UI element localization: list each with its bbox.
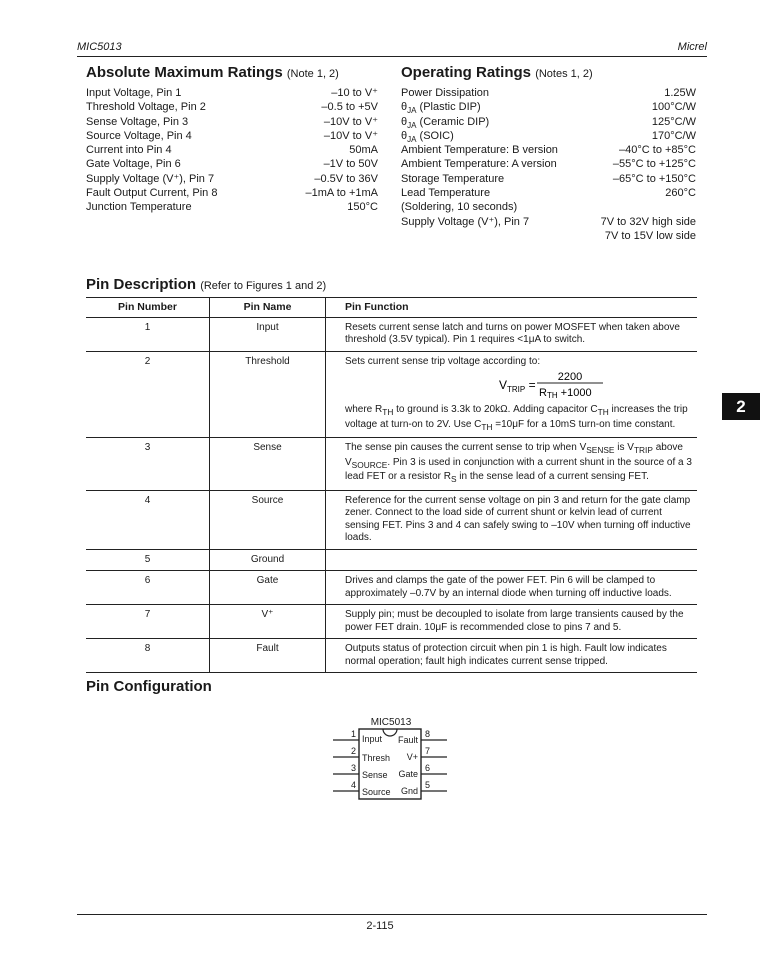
- trip-voltage-formula: [345, 370, 695, 400]
- rating-row: [401, 215, 696, 229]
- formula-numerator: 2200: [557, 371, 583, 383]
- pin-number: 3: [86, 438, 210, 491]
- pin-name: Ground: [210, 549, 326, 571]
- header-rule: [77, 56, 707, 57]
- pin-description-note: (Refer to Figures 1 and 2): [200, 280, 327, 292]
- pin-number-label: 2: [350, 746, 356, 756]
- pin-name-label: Input: [362, 734, 383, 744]
- pin-name-label: Thresh: [362, 753, 391, 763]
- rating-value: 1.25W: [664, 87, 696, 99]
- pin-description-title-text: Pin Description: [86, 276, 197, 293]
- header-part-number: MIC5013: [77, 41, 122, 53]
- rating-value: 170°C/W: [651, 129, 696, 142]
- rating-row: [401, 143, 696, 157]
- rating-value: 7V to 15V low side: [604, 229, 696, 242]
- rating-row: [401, 200, 696, 214]
- pin-name-label: V+: [406, 752, 418, 762]
- rating-row: [401, 86, 696, 100]
- rating-value: –40°C to +85°C: [619, 144, 696, 157]
- pin-function: The sense pin causes the current sense to trip when $V_{SENSE}$ is $V_{TRIP}$ above $V_{SOURCE}$. Pin 3 is used in conjunction with a current shunt in the source of a 3 lead FET or a resistor $R_S$ in the sense lead of a current sensing FET.: [326, 438, 698, 491]
- col-header-pin-name: Pin Name: [210, 298, 326, 318]
- table-row: [86, 639, 697, 673]
- rating-label: Current into Pin 4: [86, 144, 172, 157]
- pin-number-label: 3: [350, 763, 356, 773]
- rating-row: [86, 143, 378, 157]
- formula-denominator: RTH +1000: [539, 387, 592, 400]
- operating-note: (Notes 1, 2): [535, 68, 593, 80]
- pin-number-label: 7: [425, 746, 431, 756]
- pin-name-label: Gnd: [400, 786, 418, 796]
- rating-row: [401, 172, 696, 186]
- table-header-row: [86, 298, 697, 318]
- absolute-max-list: [86, 86, 378, 215]
- absolute-max-note: (Note 1, 2): [286, 68, 339, 80]
- rating-value: –10 to V⁺: [331, 87, 378, 99]
- rating-value: 7V to 32V high side: [600, 215, 696, 228]
- pin-name: Threshold: [210, 351, 326, 438]
- pin-function: [326, 549, 698, 571]
- rating-label: Supply Voltage (V⁺), Pin 7: [401, 215, 530, 228]
- pin-function-text: Sets current sense trip voltage according to:: [345, 355, 541, 367]
- pin-config-title: Pin Configuration: [86, 678, 212, 695]
- rating-value: –1V to 50V: [323, 158, 378, 171]
- rating-row: [86, 172, 378, 186]
- pin-number-label: 6: [425, 763, 431, 773]
- operating-title-text: Operating Ratings: [401, 64, 532, 81]
- rating-label: (Soldering, 10 seconds): [401, 201, 518, 214]
- pin-number-label: 8: [425, 729, 431, 739]
- rating-label: $\theta_{JA}$ (Plastic DIP): [401, 101, 481, 116]
- rating-label: Junction Temperature: [86, 201, 192, 214]
- rating-row: [86, 86, 378, 100]
- formula-lhs: $V_{TRIP}$ =: [499, 378, 536, 394]
- absolute-max-title-text: Absolute Maximum Ratings: [86, 64, 283, 81]
- pin-function: Supply pin; must be decoupled to isolate from large transients caused by the power FET drain. 10μF is recommended close to pins 7 and 5.: [326, 605, 698, 639]
- rating-label: Supply Voltage (V⁺), Pin 7: [86, 172, 215, 185]
- rating-value: –10V to V⁺: [323, 115, 378, 128]
- pin2-extra-text: where $R_{TH}$ to ground is 3.3k to 20kΩ. Adding capacitor $C_{TH}$ increases the trip voltage at turn-on to 2V. Use $C_{TH} =10\mu F$ for a 10mS turn-on time constant.: [345, 404, 688, 432]
- page-number: 2-115: [366, 920, 394, 932]
- pin-name: Fault: [210, 639, 326, 673]
- footer-rule: [77, 914, 707, 915]
- pin-description-table: [86, 297, 697, 673]
- pin-name: Sense: [210, 438, 326, 491]
- rating-row: [401, 229, 696, 243]
- rating-value: –55°C to +125°C: [612, 158, 696, 171]
- table-row: [86, 549, 697, 571]
- rating-value: 150°C: [347, 201, 378, 214]
- pin-name: Gate: [210, 571, 326, 605]
- pin-name-label: Source: [362, 787, 391, 797]
- chip-name: MIC5013: [370, 717, 412, 728]
- pin-number: 7: [86, 605, 210, 639]
- pin-number: 6: [86, 571, 210, 605]
- pin-function: Drives and clamps the gate of the power FET. Pin 6 will be clamped to approximately –0.7V by an internal diode when turning off inductive loads.: [326, 571, 698, 605]
- rating-row: [86, 186, 378, 200]
- pin-function: Reference for the current sense voltage on pin 3 and return for the gate clamp zener. Connect to the load side of current shunt or kelvin lead of current sensing FET. Pins 3 and 4 can safely swing to –10V when turning off inductive loads.: [326, 490, 698, 549]
- rating-row: [401, 115, 696, 129]
- rating-value: –1mA to +1mA: [305, 187, 378, 200]
- rating-label: $\theta_{JA}$ (SOIC): [401, 129, 454, 145]
- rating-label: Power Dissipation: [401, 87, 490, 99]
- pin-name-label: Gate: [398, 769, 418, 779]
- col-header-pin-number: Pin Number: [86, 298, 210, 318]
- rating-row: [86, 200, 378, 214]
- pin-number: 2: [86, 351, 210, 438]
- rating-label: Lead Temperature: [401, 187, 491, 200]
- pin-name: Source: [210, 490, 326, 549]
- pin-function: Resets current sense latch and turns on power MOSFET when taken above threshold (3.5V typical). Pin 1 requires <1μA to switch.: [326, 317, 698, 351]
- rating-row: [86, 129, 378, 143]
- rating-value: –65°C to +150°C: [612, 172, 696, 185]
- rating-row: [401, 100, 696, 114]
- rating-label: $\theta_{JA}$ (Ceramic DIP): [401, 115, 490, 130]
- pin-number-label: 1: [350, 729, 356, 739]
- pin-number-label: 5: [425, 780, 431, 790]
- header-company: Micrel: [677, 41, 707, 53]
- rating-label: Ambient Temperature: B version: [401, 144, 558, 157]
- rating-row: [401, 186, 696, 200]
- table-row: [86, 605, 697, 639]
- operating-list: [401, 86, 696, 243]
- pin-number: 8: [86, 639, 210, 673]
- rating-row: [401, 129, 696, 143]
- pin-description-title: [86, 276, 326, 293]
- formula-svg: [495, 370, 695, 400]
- rating-value: –10V to V⁺: [323, 129, 378, 142]
- pin-name-label: Fault: [397, 735, 418, 745]
- table-row: [86, 317, 697, 351]
- rating-label: Storage Temperature: [401, 172, 505, 185]
- pin-number: 5: [86, 549, 210, 571]
- pin-name: Input: [210, 317, 326, 351]
- rating-value: –0.5V to 36V: [314, 172, 378, 185]
- absolute-max-title: [86, 64, 339, 81]
- table-row: [86, 351, 697, 438]
- rating-label: Fault Output Current, Pin 8: [86, 187, 218, 200]
- pin-name: V⁺: [210, 605, 326, 639]
- pin-number: 4: [86, 490, 210, 549]
- rating-value: 50mA: [349, 144, 378, 157]
- pin-name-label: Sense: [362, 770, 388, 780]
- rating-label: Input Voltage, Pin 1: [86, 87, 182, 99]
- rating-row: [401, 157, 696, 171]
- pin-number-label: 4: [350, 780, 356, 790]
- pin-function: [326, 351, 698, 438]
- rating-value: 260°C: [665, 187, 696, 200]
- col-header-pin-function: Pin Function: [326, 298, 698, 318]
- rating-value: –0.5 to +5V: [321, 101, 378, 114]
- pin-config-diagram: [330, 712, 450, 804]
- rating-label: Gate Voltage, Pin 6: [86, 158, 181, 171]
- rating-label: Threshold Voltage, Pin 2: [86, 101, 206, 114]
- pin-function: Outputs status of protection circuit when pin 1 is high. Fault low indicates normal operation; fault high indicates current sense tripped.: [326, 639, 698, 673]
- operating-title: [401, 64, 593, 81]
- pin-number: 1: [86, 317, 210, 351]
- rating-row: [86, 115, 378, 129]
- rating-label: Sense Voltage, Pin 3: [86, 115, 189, 128]
- table-row: [86, 438, 697, 491]
- rating-label: Ambient Temperature: A version: [401, 158, 557, 171]
- table-row: [86, 571, 697, 605]
- rating-value: 125°C/W: [651, 115, 696, 128]
- rating-label: Source Voltage, Pin 4: [86, 129, 192, 142]
- rating-row: [86, 157, 378, 171]
- rating-value: 100°C/W: [651, 101, 696, 114]
- section-tab-marker: 2: [722, 393, 760, 420]
- table-row: [86, 490, 697, 549]
- rating-row: [86, 100, 378, 114]
